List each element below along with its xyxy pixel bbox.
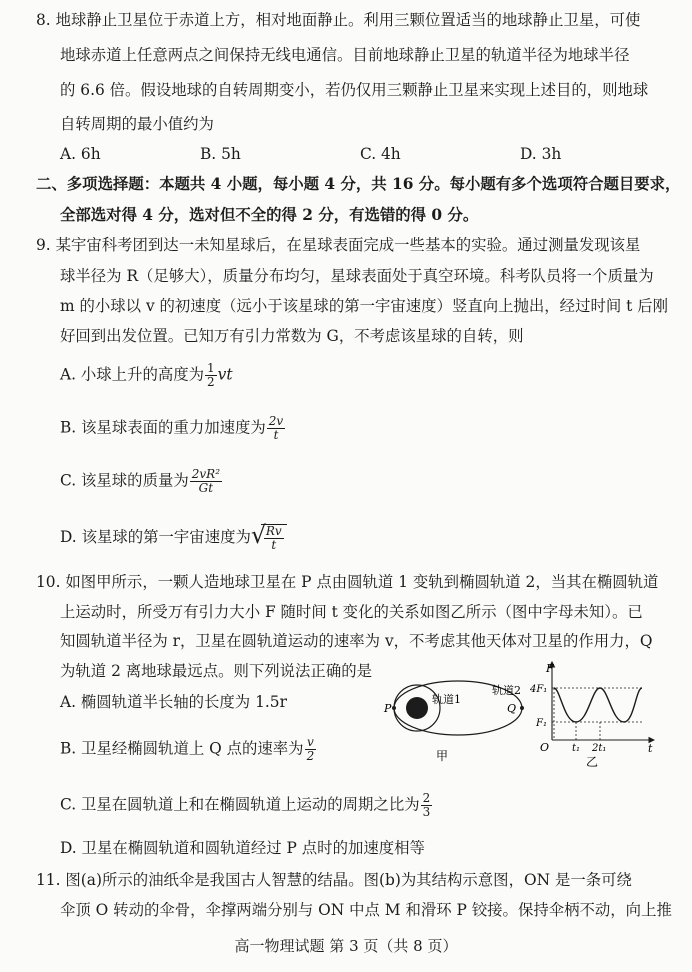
fraction-denominator: 3 [422, 805, 431, 819]
label-orbit-2: 轨道2 [492, 684, 521, 697]
q9-option-d-sqrt [250, 521, 287, 552]
q10-line-1: 10. 如图甲所示，一颗人造地球卫星在 P 点由圆轨道 1 变轨到椭圆轨道 2，当其在椭圆轨道 [36, 573, 659, 591]
q11-line-1: 11. 图(a)所示的油纸伞是我国古人智慧的结晶。图(b)为其结构示意图，ON 是一条可绕 [36, 871, 632, 889]
q8-option-d: D. 3h [520, 145, 562, 163]
q8-line-3: 的 6.6 倍。假设地球的自转周期变小，若仍仅用三颗静止卫星来实现上述目的，则地球 [60, 81, 649, 99]
fraction-numerator: v [305, 736, 317, 750]
tick-f1: F₁ [536, 718, 547, 729]
q9-option-b [60, 415, 286, 442]
q9-option-d-fraction [264, 525, 284, 552]
q10-line-3: 知圆轨道半径为 r，卫星在圆轨道运动的速率为 v，不考虑其他天体对卫星的作用力，Q [60, 632, 653, 650]
fraction-denominator: t [273, 428, 279, 442]
q8-option-b: B. 5h [200, 145, 241, 163]
q9-option-c-text: C. 该星球的质量为 [60, 471, 189, 490]
point-p-dot [392, 706, 396, 710]
force-curve [554, 688, 642, 722]
q9-option-c-fraction [190, 468, 222, 495]
q9-option-b-fraction [267, 415, 285, 442]
fraction-denominator: 2 [306, 749, 315, 763]
q8-line-2: 地球赤道上任意两点之间保持无线电通信。目前地球静止卫星的轨道半径为地球半径 [60, 46, 630, 64]
q10-option-c [60, 792, 433, 819]
q10-option-d: D. 卫星在椭圆轨道和圆轨道经过 P 点时的加速度相等 [60, 839, 425, 857]
q10-option-b [60, 736, 317, 763]
origin-label: O [540, 741, 550, 754]
radical-sign: √ [250, 521, 267, 549]
q9-line-1: 9. 某宇宙科考团到达一未知星球后，在星球表面完成一些基本的实验。通过测量发现该星 [36, 236, 641, 254]
fraction-denominator: 2 [207, 375, 215, 389]
label-q: Q [507, 702, 517, 715]
caption-jia: 甲 [436, 749, 449, 763]
fraction-numerator: 2v [268, 414, 284, 428]
q10-option-b-text: B. 卫星经椭圆轨道上 Q 点的速率为 [60, 739, 304, 758]
q10-option-b-fraction [305, 736, 317, 763]
q9-option-a-text: A. 小球上升的高度为 [60, 365, 205, 384]
q9-option-d-text: D. 该星球的第一宇宙速度为 [60, 528, 251, 546]
q9-option-c [60, 468, 223, 495]
tick-t1: t₁ [572, 743, 581, 754]
q10-option-c-text: C. 卫星在圆轨道上和在椭圆轨道上运动的周期之比为 [60, 795, 420, 814]
label-orbit-1: 轨道1 [432, 693, 461, 706]
y-axis-label: F [546, 662, 554, 675]
page-footer: 高一物理试题 第 3 页（共 8 页） [234, 937, 458, 955]
q9-line-4: 好回到出发位置。已知万有引力常数为 G，不考虑该星球的自转，则 [60, 327, 524, 345]
tick-2t1: 2t₁ [592, 743, 607, 754]
earth-icon [406, 697, 428, 719]
q10-line-4: 为轨道 2 离地球最远点。则下列说法正确的是 [60, 662, 372, 680]
q9-line-3: m 的小球以 v 的初速度（远小于该星球的第一宇宙速度）竖直向上抛出，经过时间 t 后刚 [60, 297, 668, 315]
fraction-numerator: 2vR² [191, 467, 221, 481]
section2-heading-line-1: 二、多项选择题：本题共 4 小题，每小题 4 分，共 16 分。每小题有多个选项符合题目要求， [36, 175, 681, 193]
q11-line-2: 伞顶 O 转动的伞骨，伞撑两端分别与 ON 中点 M 和滑环 P 铰接。保持伞柄不动，向上推 [60, 901, 672, 919]
q9-option-a [60, 362, 233, 389]
fraction-denominator: Gt [198, 481, 214, 495]
point-q-dot [520, 706, 524, 710]
q10-option-a: A. 椭圆轨道半长轴的长度为 1.5r [60, 693, 287, 711]
tick-4f1: 4F₁ [530, 684, 548, 695]
q8-option-c: C. 4h [360, 145, 401, 163]
fraction-numerator: 1 [207, 361, 215, 375]
q9-option-d [60, 521, 287, 552]
q10-line-2: 上运动时，所受万有引力大小 F 随时间 t 变化的关系如图乙所示（图中字母未知）。已 [60, 603, 643, 621]
fraction-numerator: Rv [265, 524, 282, 538]
orbit-diagram-jia [376, 672, 536, 764]
x-axis-label: t [648, 742, 653, 755]
q8-option-a: A. 6h [60, 145, 101, 163]
fraction-numerator: 2 [422, 791, 431, 805]
label-p: P [384, 702, 392, 715]
q9-option-a-tail: vt [217, 365, 233, 384]
caption-yi: 乙 [586, 755, 599, 769]
q8-line-1: 8. 地球静止卫星位于赤道上方，相对地面静止。利用三颗位置适当的地球静止卫星，可使 [36, 11, 641, 29]
q10-option-c-fraction [421, 792, 433, 819]
q9-option-b-text: B. 该星球表面的重力加速度为 [60, 418, 266, 437]
section2-heading-line-2: 全部选对得 4 分，选对但不全的得 2 分，有选错的得 0 分。 [60, 206, 479, 224]
q9-option-a-fraction [205, 362, 217, 389]
q8-line-4: 自转周期的最小值约为 [60, 115, 214, 133]
fraction-denominator: t [271, 538, 277, 552]
force-time-graph-yi [530, 658, 660, 770]
q9-line-2: 球半径为 R（足够大），质量分布均匀，星球表面处于真空环境。科考队员将一个质量为 [60, 267, 654, 285]
